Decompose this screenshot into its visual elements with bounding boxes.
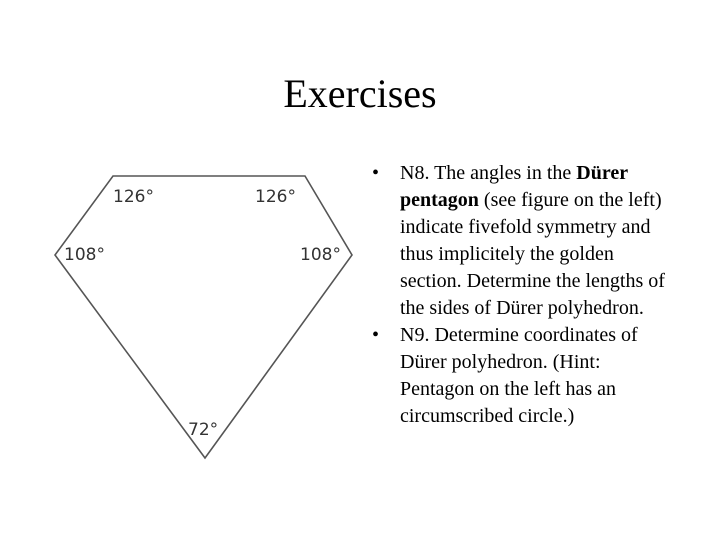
exercise-list xyxy=(372,160,672,430)
angle-label-bottom: 72° xyxy=(188,420,219,440)
exercise-n8-suffix: (see figure on the left) indicate fivefold symmetry and thus implicitely the golden section. Determine the lengths of the sides of Dürer polyhedron. xyxy=(400,189,665,319)
angle-label-mid-left: 108° xyxy=(64,245,105,265)
slide-title: Exercises xyxy=(283,71,437,116)
exercise-n9-text: N9. Determine coordinates of Dürer polyhedron. (Hint: Pentagon on the left has an circumscribed circle.) xyxy=(400,324,638,427)
angle-label-mid-right: 108° xyxy=(300,245,341,265)
durer-pentagon-figure xyxy=(50,170,360,465)
bullet-marker: • xyxy=(372,162,380,184)
angle-label-top-left: 126° xyxy=(113,187,154,207)
pentagon-outline xyxy=(55,176,352,458)
exercise-item-n8 xyxy=(372,160,672,322)
exercise-n8-prefix: N8. The angles in the xyxy=(400,162,577,184)
angle-label-top-right: 126° xyxy=(255,187,296,207)
exercise-item-n9 xyxy=(372,322,672,430)
exercise-n8-emphasis: Dürer pentagon xyxy=(400,162,628,211)
bullet-marker: • xyxy=(372,324,380,346)
